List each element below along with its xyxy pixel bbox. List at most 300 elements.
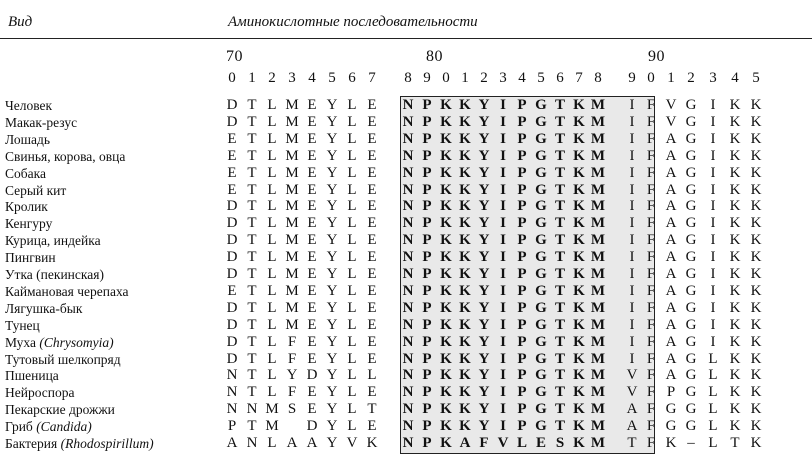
residue-cell: T (247, 299, 257, 316)
residue-cell: P (422, 367, 432, 384)
residue-cell: P (517, 232, 527, 249)
residue-cell: L (267, 350, 277, 367)
residue-cell: Y (326, 299, 338, 316)
residue-cell: P (517, 367, 527, 384)
residue-cell: Y (326, 418, 338, 435)
residue-cell: T (247, 130, 257, 147)
residue-cell: K (750, 232, 762, 249)
residue-cell: G (685, 266, 697, 282)
residue-cell: T (247, 147, 257, 164)
residue-cell: I (500, 130, 506, 147)
position-digit: 2 (687, 70, 695, 86)
residue-cell: F (646, 316, 656, 333)
residue-cell: F (646, 130, 656, 147)
residue-cell: N (402, 113, 414, 130)
residue-cell: L (708, 401, 718, 418)
residue-cell: K (750, 401, 762, 418)
residue-cell: E (367, 164, 377, 181)
species-column-header: Вид (8, 14, 33, 30)
residue-cell: D (226, 316, 238, 333)
species-name-text: Лягушка-бык (5, 300, 83, 316)
residue-cell: Y (326, 181, 338, 198)
residue-cell: M (285, 130, 299, 147)
position-digit: 5 (752, 70, 760, 86)
residue-cell: G (685, 130, 697, 147)
residue-cell: E (367, 282, 377, 299)
residue-cell: Y (478, 299, 490, 316)
residue-cell: M (285, 198, 299, 215)
residue-cell: A (665, 181, 677, 198)
residue-cell: A (459, 435, 471, 451)
residue-cell: I (629, 316, 635, 333)
residue-cell: F (646, 147, 656, 164)
residue-cell: E (227, 130, 237, 147)
residue-cell: K (573, 401, 585, 418)
table-row (0, 318, 812, 335)
residue-cell: Y (326, 97, 338, 113)
residue-cell: E (367, 350, 377, 367)
residue-cell: I (629, 350, 635, 367)
residue-cell: P (517, 147, 527, 164)
position-digit: 5 (537, 70, 545, 86)
residue-cell: K (750, 316, 762, 333)
residue-cell: P (422, 232, 432, 249)
position-digit: 7 (368, 70, 376, 86)
residue-cell: L (367, 367, 377, 384)
position-digit: 2 (268, 70, 276, 86)
residue-cell: L (267, 198, 277, 215)
residue-cell: D (306, 418, 318, 435)
residue-cell: K (729, 113, 741, 130)
residue-cell: N (402, 435, 414, 451)
residue-cell: P (517, 316, 527, 333)
residue-cell: I (710, 181, 716, 198)
residue-cell: P (422, 350, 432, 367)
residue-cell: G (685, 299, 697, 316)
position-digit: 5 (328, 70, 336, 86)
residue-cell: G (685, 418, 697, 435)
residue-cell: K (573, 299, 585, 316)
residue-cell: I (500, 384, 506, 401)
species-name-text: Бактерия (5, 436, 61, 451)
residue-cell: K (459, 147, 471, 164)
residue-cell: N (402, 97, 414, 113)
residue-cell: E (367, 198, 377, 215)
residue-cell: K (573, 384, 585, 401)
residue-cell: L (347, 164, 357, 181)
residue-cell: F (646, 113, 656, 130)
residue-cell: K (440, 232, 452, 249)
residue-cell: Y (326, 401, 338, 418)
residue-cell: T (247, 249, 257, 266)
residue-cell: Y (326, 249, 338, 266)
residue-cell: P (422, 97, 432, 113)
residue-cell: E (307, 384, 317, 401)
residue-cell: T (554, 316, 565, 333)
species-name (5, 385, 75, 401)
residue-cell: F (646, 97, 656, 113)
residue-cell: G (665, 418, 677, 435)
residue-cell: T (247, 181, 257, 198)
residue-cell: K (459, 418, 471, 435)
residue-cell: G (685, 147, 697, 164)
residue-cell: P (666, 384, 676, 401)
residue-cell: M (590, 232, 606, 249)
residue-cell: N (402, 282, 414, 299)
residue-cell: K (729, 350, 741, 367)
residue-cell: T (554, 282, 565, 299)
residue-cell: P (422, 164, 432, 181)
residue-cell: G (685, 249, 697, 266)
residue-cell: P (422, 130, 432, 147)
residue-cell: D (226, 113, 238, 130)
species-name (5, 368, 59, 384)
residue-cell: P (422, 249, 432, 266)
residue-cell: G (685, 113, 697, 130)
residue-cell: K (729, 147, 741, 164)
residue-cell: L (347, 147, 357, 164)
residue-cell: T (627, 435, 637, 451)
residue-cell: G (535, 198, 547, 215)
residue-cell: F (646, 164, 656, 181)
residue-cell: P (422, 316, 432, 333)
residue-cell: K (750, 384, 762, 401)
residue-cell: K (750, 97, 762, 113)
residue-cell: N (402, 299, 414, 316)
residue-cell: T (247, 367, 257, 384)
residue-cell: E (307, 401, 317, 418)
residue-cell: N (402, 401, 414, 418)
residue-cell: E (307, 97, 317, 113)
residue-cell: S (287, 401, 297, 418)
residue-cell: K (729, 316, 741, 333)
position-digits-row (0, 70, 812, 90)
residue-cell: K (573, 350, 585, 367)
residue-cell: M (265, 418, 279, 435)
position-digit: 7 (575, 70, 583, 86)
residue-cell: G (685, 232, 697, 249)
residue-cell: A (626, 418, 638, 435)
residue-cell: G (535, 181, 547, 198)
residue-cell: M (590, 435, 606, 451)
residue-cell: K (750, 164, 762, 181)
residue-cell: G (535, 316, 547, 333)
residue-cell: K (459, 384, 471, 401)
residue-cell: N (402, 350, 414, 367)
residue-cell: F (646, 333, 656, 350)
residue-cell: V (665, 113, 677, 130)
residue-cell: K (573, 435, 585, 451)
residue-cell: I (500, 266, 506, 282)
residue-cell: E (307, 266, 317, 282)
residue-cell: K (750, 113, 762, 130)
residue-cell: G (535, 130, 547, 147)
residue-cell: A (665, 198, 677, 215)
residue-cell: K (573, 147, 585, 164)
residue-cell: K (729, 97, 741, 113)
table-row (0, 149, 812, 166)
residue-cell: V (497, 435, 509, 451)
residue-cell: N (402, 130, 414, 147)
residue-cell: I (629, 266, 635, 282)
residue-cell: L (708, 418, 718, 435)
residue-cell: P (422, 181, 432, 198)
residue-cell: M (285, 316, 299, 333)
residue-cell: E (307, 350, 317, 367)
residue-cell: I (629, 333, 635, 350)
residue-cell: K (440, 435, 452, 451)
residue-cell: M (285, 232, 299, 249)
residue-cell: P (517, 282, 527, 299)
residue-cell: Y (478, 367, 490, 384)
residue-cell: E (227, 282, 237, 299)
residue-cell: E (367, 384, 377, 401)
species-name (5, 233, 101, 249)
residue-cell: Y (478, 282, 490, 299)
residue-cell: T (554, 299, 565, 316)
residue-cell: T (554, 130, 565, 147)
position-digit: 6 (556, 70, 564, 86)
table-row (0, 267, 812, 284)
residue-cell: G (685, 282, 697, 299)
residue-cell: L (267, 266, 277, 282)
residue-cell: I (500, 316, 506, 333)
residue-cell: K (440, 181, 452, 198)
residue-cell: L (347, 350, 357, 367)
species-name-text: Гриб (5, 419, 37, 435)
residue-cell: I (500, 113, 506, 130)
residue-cell: E (227, 164, 237, 181)
residue-cell: N (226, 384, 238, 401)
species-name-text: Тунец (5, 317, 40, 333)
residue-cell: P (517, 266, 527, 282)
residue-cell: I (500, 367, 506, 384)
residue-cell: T (730, 435, 740, 451)
residue-cell: K (573, 232, 585, 249)
residue-cell: E (367, 266, 377, 282)
residue-cell: K (440, 198, 452, 215)
residue-cell: A (665, 130, 677, 147)
residue-cell: L (516, 435, 527, 451)
residue-cell: D (226, 333, 238, 350)
species-name (5, 419, 92, 435)
residue-cell: D (306, 367, 318, 384)
residue-cell: K (729, 164, 741, 181)
position-digit: 9 (423, 70, 431, 86)
residue-cell: N (402, 266, 414, 282)
residue-cell: P (517, 333, 527, 350)
residue-cell: M (590, 97, 606, 113)
residue-cell: L (267, 282, 277, 299)
residue-cell: K (729, 367, 741, 384)
residue-cell: T (554, 249, 565, 266)
residue-cell: T (554, 350, 565, 367)
sequence-column-header: Аминокислотные последовательности (228, 14, 478, 30)
residue-cell: K (459, 130, 471, 147)
residue-cell: K (440, 418, 452, 435)
residue-cell: Y (478, 418, 490, 435)
residue-cell: E (367, 299, 377, 316)
residue-cell: K (573, 198, 585, 215)
residue-cell: K (750, 418, 762, 435)
residue-cell: K (440, 401, 452, 418)
residue-cell: Y (286, 367, 298, 384)
residue-cell: P (422, 384, 432, 401)
residue-cell: N (226, 367, 238, 384)
residue-cell: K (440, 130, 452, 147)
residue-cell: M (590, 418, 606, 435)
residue-cell: P (422, 418, 432, 435)
residue-cell: E (367, 249, 377, 266)
residue-cell: L (267, 316, 277, 333)
residue-cell: K (573, 316, 585, 333)
residue-cell: T (554, 232, 565, 249)
residue-cell: K (459, 401, 471, 418)
residue-cell: P (517, 181, 527, 198)
residue-cell: M (285, 97, 299, 113)
residue-cell: T (247, 266, 257, 282)
residue-cell: T (247, 198, 257, 215)
table-row (0, 233, 812, 250)
residue-cell: Y (326, 367, 338, 384)
residue-cell: Y (478, 97, 490, 113)
species-name (5, 301, 82, 317)
residue-cell: L (347, 130, 357, 147)
residue-cell: M (590, 215, 606, 232)
residue-cell: P (517, 130, 527, 147)
residue-cell: E (307, 299, 317, 316)
residue-cell: M (590, 130, 606, 147)
table-row (0, 436, 812, 453)
species-name-text: Пингвин (5, 250, 56, 266)
residue-cell: Y (478, 350, 490, 367)
residue-cell: I (500, 401, 506, 418)
residue-cell: K (459, 266, 471, 282)
species-latin-name: (Chrysomyia) (39, 334, 114, 350)
residue-cell: L (347, 333, 357, 350)
residue-cell: M (590, 113, 606, 130)
residue-cell: K (573, 282, 585, 299)
residue-cell: M (265, 401, 279, 418)
residue-cell: D (226, 249, 238, 266)
residue-cell: G (665, 401, 677, 418)
residue-cell: M (590, 266, 606, 282)
residue-cell: L (347, 97, 357, 113)
residue-cell: K (573, 249, 585, 266)
residue-cell: M (590, 401, 606, 418)
residue-cell: F (479, 435, 489, 451)
residue-cell: K (459, 282, 471, 299)
residue-cell: K (573, 266, 585, 282)
residue-cell: K (750, 282, 762, 299)
residue-cell: E (535, 435, 546, 451)
residue-cell: E (307, 215, 317, 232)
residue-cell: E (307, 232, 317, 249)
residue-cell: K (729, 198, 741, 215)
residue-cell: L (708, 384, 718, 401)
residue-cell: L (347, 418, 357, 435)
residue-cell: K (729, 333, 741, 350)
table-row (0, 250, 812, 267)
residue-cell: I (500, 181, 506, 198)
residue-cell: N (402, 249, 414, 266)
residue-cell: L (347, 282, 357, 299)
residue-cell: A (665, 215, 677, 232)
residue-cell: G (535, 418, 547, 435)
residue-cell: L (347, 198, 357, 215)
residue-cell: N (402, 232, 414, 249)
residue-cell: P (227, 418, 237, 435)
residue-cell: K (573, 418, 585, 435)
residue-cell: S (555, 435, 565, 451)
residue-cell: N (402, 147, 414, 164)
position-digit: 0 (228, 70, 236, 86)
species-name (5, 250, 56, 266)
species-name-text: Тутовый шелкопряд (5, 351, 121, 367)
residue-cell: Y (478, 266, 490, 282)
residue-cell: D (226, 198, 238, 215)
residue-cell: I (710, 198, 716, 215)
residue-cell: L (267, 97, 277, 113)
residue-cell: L (347, 181, 357, 198)
residue-cell: A (665, 249, 677, 266)
position-digit: 8 (594, 70, 602, 86)
residue-cell: V (346, 435, 358, 451)
residue-cell: L (347, 232, 357, 249)
species-name-text: Утка (пекинская) (5, 267, 104, 282)
residue-cell: P (422, 266, 432, 282)
residue-cell: L (267, 181, 277, 198)
residue-cell: Y (326, 333, 338, 350)
residue-cell: F (287, 333, 297, 350)
residue-cell: K (459, 299, 471, 316)
residue-cell: I (710, 333, 716, 350)
species-latin-name: (Rhodospirillum) (60, 436, 154, 451)
position-digit: 4 (731, 70, 739, 86)
residue-cell: G (685, 198, 697, 215)
residue-cell: I (500, 333, 506, 350)
residue-cell: M (590, 249, 606, 266)
residue-cell: K (750, 249, 762, 266)
residue-cell: G (685, 350, 697, 367)
residue-cell: P (422, 299, 432, 316)
residue-cell: P (517, 164, 527, 181)
residue-cell: P (422, 401, 432, 418)
species-name (5, 132, 50, 148)
residue-cell: K (729, 418, 741, 435)
residue-cell: M (285, 282, 299, 299)
residue-cell: L (267, 367, 277, 384)
residue-cell: E (367, 181, 377, 198)
residue-cell: A (665, 299, 677, 316)
residue-cell: K (440, 113, 452, 130)
residue-cell: T (247, 350, 257, 367)
residue-cell: T (554, 97, 565, 113)
residue-cell: T (554, 384, 565, 401)
residue-cell: A (626, 401, 638, 418)
residue-cell: M (590, 164, 606, 181)
residue-cell: Y (478, 198, 490, 215)
residue-cell: T (554, 164, 565, 181)
residue-cell: K (573, 181, 585, 198)
residue-cell: I (710, 130, 716, 147)
residue-cell: G (535, 333, 547, 350)
residue-cell: L (267, 215, 277, 232)
residue-cell: K (440, 164, 452, 181)
table-row (0, 166, 812, 183)
residue-cell: K (750, 181, 762, 198)
residue-cell: D (226, 350, 238, 367)
